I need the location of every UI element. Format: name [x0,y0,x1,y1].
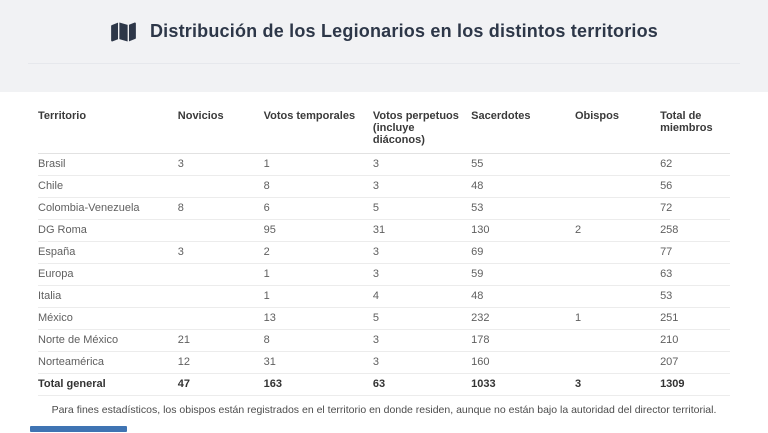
value-cell: 3 [177,158,184,170]
value-cell: 8 [263,180,270,192]
column-header-0: Territorio [38,98,178,154]
total-value-cell: 47 [177,378,191,390]
total-value-cell: 63 [372,378,386,390]
table-row [38,198,730,220]
value-cell [178,308,264,330]
value-cell: 4 [372,290,380,302]
table-row [38,352,730,374]
table-row [38,154,730,176]
value-cell: 53 [471,202,484,214]
header-bar [0,0,768,92]
value-cell: 207 [660,356,679,368]
territory-cell: Norteamérica [38,356,105,368]
page-title-group [0,0,768,63]
total-value-cell: 1033 [471,378,496,390]
value-cell: 3 [177,246,184,258]
territory-cell: Colombia-Venezuela [38,202,140,214]
territory-cell: Italia [38,290,62,302]
column-header-6: Total de miembros [660,98,730,154]
territory-cell: España [38,246,76,258]
value-cell [575,264,660,286]
value-cell [575,176,660,198]
table-section [0,92,768,417]
value-cell: 6 [263,202,270,214]
table-row [38,330,730,352]
column-header-1: Novicios [178,98,264,154]
table-row [38,286,730,308]
value-cell: 232 [471,312,490,324]
total-value-cell: 1309 [660,378,685,390]
column-header-3: Votos perpetuos (incluye diáconos) [373,98,471,154]
value-cell: 3 [372,334,380,346]
table-row [38,308,730,330]
map-icon [110,21,137,43]
table-row [38,264,730,286]
column-header-4: Sacerdotes [471,98,575,154]
value-cell: 1 [574,312,582,324]
value-cell: 3 [372,158,380,170]
value-cell [575,154,660,176]
total-row [38,374,730,396]
value-cell: 55 [471,158,484,170]
value-cell: 258 [660,224,679,236]
page-title: Distribución de los Legionarios en los distintos territorios [149,21,659,41]
value-cell: 178 [471,334,490,346]
value-cell: 2 [574,224,582,236]
value-cell: 5 [372,202,380,214]
value-cell: 3 [372,268,380,280]
value-cell: 21 [177,334,191,346]
value-cell [178,220,264,242]
territories-table [38,98,730,396]
value-cell: 62 [660,158,673,170]
value-cell: 210 [660,334,679,346]
header-divider [28,63,740,64]
table-row [38,176,730,198]
value-cell: 48 [471,180,484,192]
column-header-2: Votos temporales [264,98,373,154]
value-cell [575,198,660,220]
value-cell: 1 [263,158,270,170]
total-value-cell: 163 [263,378,282,390]
table-row [38,220,730,242]
value-cell: 3 [372,246,380,258]
total-value-cell: 3 [574,378,582,390]
territory-cell: DG Roma [38,224,87,236]
value-cell: 2 [263,246,270,258]
territory-cell: México [38,312,73,324]
value-cell [575,286,660,308]
value-cell: 5 [372,312,380,324]
value-cell: 3 [372,356,380,368]
territory-cell: Norte de México [38,334,119,346]
value-cell: 130 [471,224,490,236]
column-header-5: Obispos [575,98,660,154]
footnote: Para fines estadísticos, los obispos están registrados en el territorio en donde residen, aunque no están bajo la autoridad del director territorial. [51,404,717,416]
value-cell: 3 [372,180,380,192]
table-header-row [38,98,730,154]
value-cell [178,264,264,286]
value-cell: 69 [471,246,484,258]
value-cell: 8 [263,334,270,346]
value-cell: 8 [177,202,184,214]
value-cell: 53 [660,290,673,302]
status-indicator-bar [30,426,127,432]
value-cell: 63 [660,268,673,280]
value-cell: 95 [263,224,276,236]
value-cell: 31 [263,356,276,368]
value-cell: 160 [471,356,490,368]
total-label-cell: Total general [38,378,106,390]
value-cell [575,352,660,374]
value-cell: 48 [471,290,484,302]
territory-cell: Chile [38,180,64,192]
value-cell: 72 [660,202,673,214]
value-cell: 1 [263,290,270,302]
value-cell: 56 [660,180,673,192]
territory-cell: Europa [38,268,74,280]
value-cell [178,176,264,198]
value-cell: 1 [263,268,270,280]
value-cell [178,286,264,308]
territory-cell: Brasil [38,158,66,170]
value-cell [575,330,660,352]
value-cell: 77 [660,246,673,258]
value-cell: 251 [660,312,679,324]
value-cell [575,242,660,264]
value-cell: 12 [177,356,191,368]
value-cell: 31 [372,224,386,236]
value-cell: 13 [263,312,276,324]
table-row [38,242,730,264]
value-cell: 59 [471,268,484,280]
